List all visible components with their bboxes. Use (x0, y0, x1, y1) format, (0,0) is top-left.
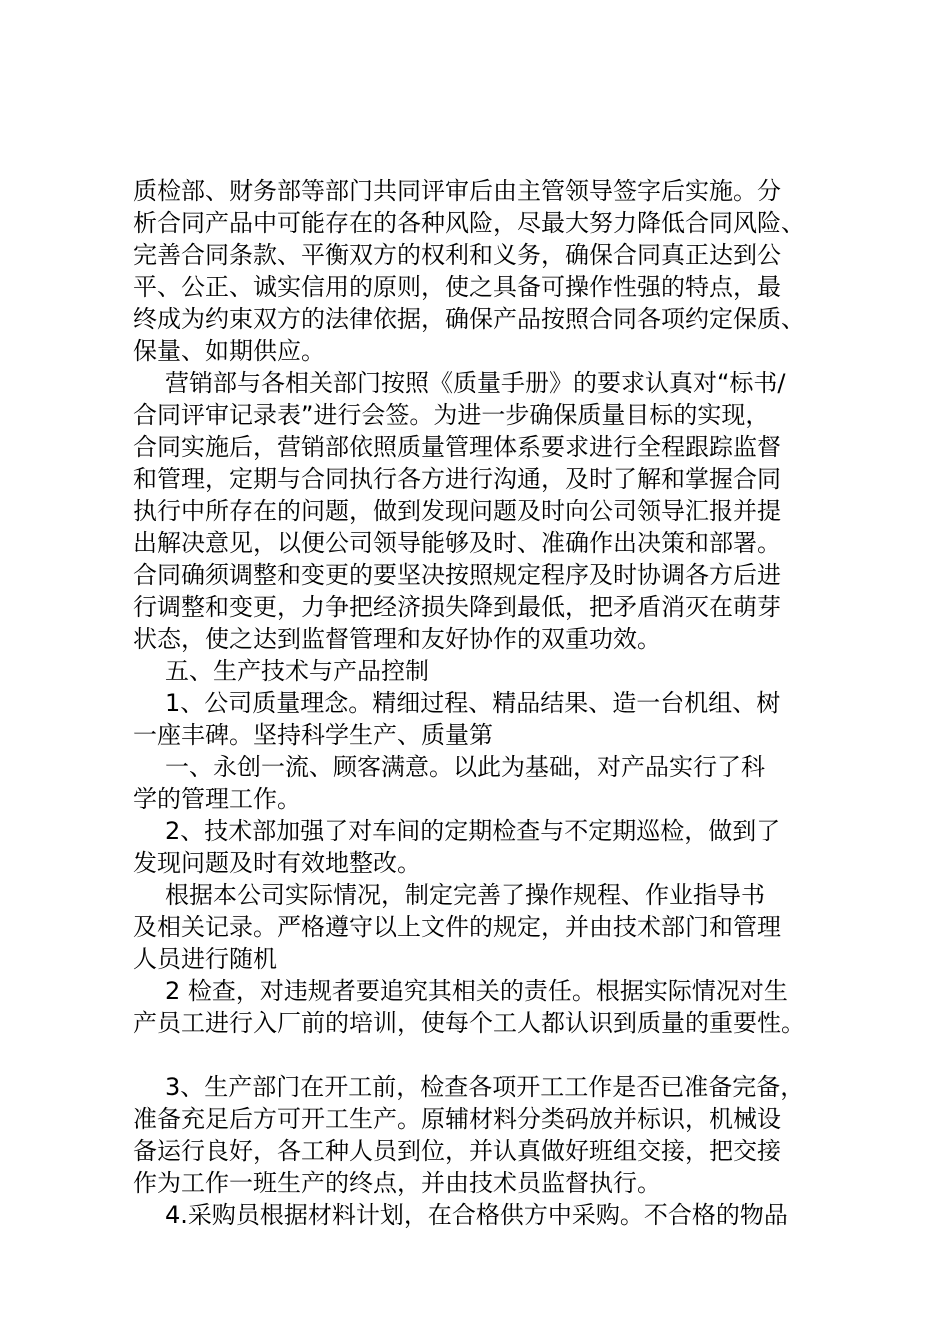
paragraph-first-line: 2 检查，对违规者要追究其相关的责任。根据实际情况对生 (165, 977, 788, 1005)
paragraph-first-line: 根据本公司实际情况，制定完善了操作规程、作业指导书 (165, 881, 765, 909)
text-line: 状态，使之达到监督管理和友好协作的双重功效。 (133, 625, 661, 653)
text-line: 质检部、财务部等部门共同评审后由主管领导签字后实施。分 (133, 177, 781, 205)
paragraph-first-line: 3、生产部门在开工前，检查各项开工工作是否已准备完备， (165, 1073, 805, 1101)
text-line: 准备充足后方可开工生产。原辅材料分类码放并标识，机械设 (133, 1105, 781, 1133)
paragraph-first-line: 4.采购员根据材料计划，在合格供方中采购。不合格的物品 (165, 1201, 788, 1229)
paragraph-first-line: 1、公司质量理念。精细过程、精品结果、造一台机组、树 (165, 689, 781, 717)
text-line: 析合同产品中可能存在的各种风险，尽最大努力降低合同风险、 (133, 209, 805, 237)
text-line: 保量、如期供应。 (133, 337, 325, 365)
text-line: 发现问题及时有效地整改。 (133, 849, 421, 877)
paragraph-first-line: 营销部与各相关部门按照《质量手册》的要求认真对“标书/ (165, 369, 786, 397)
text-line: 一座丰碑。坚持科学生产、质量第 (133, 721, 493, 749)
text-line: 合同评审记录表”进行会签。为进一步确保质量目标的实现， (133, 401, 770, 429)
paragraph-first-line: 2、技术部加强了对车间的定期检查与不定期巡检，做到了 (165, 817, 781, 845)
text-line: 产员工进行入厂前的培训，使每个工人都认识到质量的重要性。 (133, 1009, 805, 1037)
text-line: 平、公正、诚实信用的原则，使之具备可操作性强的特点，最 (133, 273, 781, 301)
text-line: 作为工作一班生产的终点，并由技术员监督执行。 (133, 1169, 661, 1197)
text-line: 执行中所存在的问题，做到发现问题及时向公司领导汇报并提 (133, 497, 781, 525)
text-line: 及相关记录。严格遵守以上文件的规定，并由技术部门和管理 (133, 913, 781, 941)
text-line: 人员进行随机 (133, 945, 277, 973)
text-line: 和管理，定期与合同执行各方进行沟通，及时了解和掌握合同 (133, 465, 781, 493)
section-heading: 五、生产技术与产品控制 (165, 657, 429, 685)
text-line: 合同实施后，营销部依照质量管理体系要求进行全程跟踪监督 (133, 433, 781, 461)
text-line: 出解决意见，以便公司领导能够及时、准确作出决策和部署。 (133, 529, 781, 557)
text-line: 备运行良好，各工种人员到位，并认真做好班组交接，把交接 (133, 1137, 781, 1165)
text-line: 合同确须调整和变更的要坚决按照规定程序及时协调各方后进 (133, 561, 781, 589)
paragraph-first-line: 一、永创一流、顾客满意。以此为基础，对产品实行了科 (165, 753, 765, 781)
text-line: 行调整和变更，力争把经济损失降到最低，把矛盾消灭在萌芽 (133, 593, 781, 621)
text-line: 学的管理工作。 (133, 785, 301, 813)
text-line: 完善合同条款、平衡双方的权利和义务，确保合同真正达到公 (133, 241, 781, 269)
text-line: 终成为约束双方的法律依据，确保产品按照合同各项约定保质、 (133, 305, 805, 333)
